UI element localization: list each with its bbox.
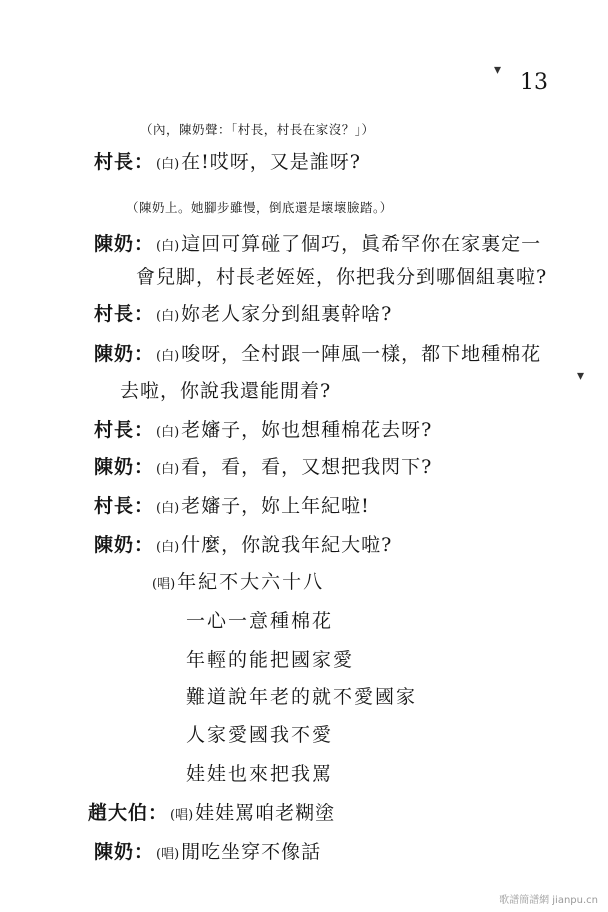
stage-direction: （陳奶上。她腳步雖慢，倒底還是壞壞臉踏。） — [126, 200, 393, 215]
speaker-name: 村長： — [94, 303, 155, 325]
dialogue-text: 什麼，你說我年紀大啦? — [181, 534, 393, 556]
speaker-name: 村長： — [94, 419, 155, 441]
page-number: 13 — [520, 70, 548, 95]
speaker-name: 陳奶： — [94, 343, 155, 365]
song-line: 人家愛國我不愛 — [186, 724, 334, 746]
speaker-name: 陳奶： — [94, 456, 155, 478]
song-line: 難道說年老的就不愛國家 — [186, 686, 418, 708]
dialogue-text: 閒吃坐穿不像話 — [181, 841, 322, 863]
dialogue-line — [94, 494, 370, 521]
dialogue-text: 老嬸子，妳也想種棉花去呀? — [181, 419, 433, 441]
watermark: 歌譜簡譜網 jianpu.cn — [499, 895, 598, 906]
delivery-mode: (白) — [156, 501, 180, 516]
song-line: 娃娃也來把我罵 — [186, 763, 334, 785]
dialogue-line — [94, 302, 392, 329]
tick-mark: ▾ — [577, 368, 585, 384]
dialogue-line — [94, 150, 361, 177]
dialogue-text: 在!哎呀，又是誰呀? — [181, 151, 361, 173]
stage-direction: （內，陳奶聲：「村長，村長在家沒？」） — [140, 122, 375, 137]
dialogue-text: 會兒脚，村長老姪姪，你把我分到哪個組裏啦? — [136, 266, 548, 288]
dialogue-text: 老嬸子，妳上年紀啦! — [181, 495, 370, 517]
delivery-mode: (白) — [156, 425, 180, 440]
tick-mark: ▾ — [494, 62, 502, 78]
dialogue-line — [94, 342, 541, 369]
speaker-name: 村長： — [94, 151, 155, 173]
dialogue-line — [88, 801, 335, 828]
dialogue-line — [120, 379, 331, 403]
delivery-mode: (白) — [156, 462, 180, 477]
song-text: 年紀不大六十八 — [177, 571, 325, 593]
dialogue-line — [94, 232, 541, 259]
delivery-mode: (白) — [156, 349, 180, 364]
dialogue-text: 去啦，你說我還能閒着? — [120, 380, 332, 402]
speaker-name: 陳奶： — [94, 233, 155, 255]
delivery-mode: (白) — [156, 540, 180, 555]
dialogue-line — [94, 533, 392, 560]
dialogue-text: 看，看，看，又想把我閃下? — [181, 456, 433, 478]
song-line: 年輕的能把國家愛 — [186, 649, 355, 671]
speaker-name: 村長： — [94, 495, 155, 517]
delivery-mode: (白) — [156, 157, 180, 172]
dialogue-line — [94, 840, 321, 867]
dialogue-text: 這回可算碰了個巧，眞希罕你在家裏定一 — [181, 233, 542, 255]
speaker-name: 陳奶： — [94, 534, 155, 556]
song-line: 一心一意種棉花 — [186, 610, 334, 632]
dialogue-text: 娃娃罵咱老糊塗 — [195, 802, 336, 824]
delivery-mode: (唱) — [152, 577, 176, 592]
delivery-mode: (白) — [156, 309, 180, 324]
dialogue-text: 妳老人家分到組裏幹啥? — [181, 303, 393, 325]
dialogue-text: 唆呀，全村跟一陣風一樣，都下地種棉花 — [181, 343, 542, 365]
dialogue-line — [136, 265, 547, 289]
delivery-mode: (唱) — [156, 847, 180, 862]
delivery-mode: (白) — [156, 239, 180, 254]
speaker-name: 陳奶： — [94, 841, 155, 863]
dialogue-line — [94, 418, 432, 445]
delivery-mode: (唱) — [170, 808, 194, 823]
song-line — [150, 570, 324, 597]
speaker-name: 趙大伯： — [88, 802, 169, 824]
dialogue-line — [94, 455, 432, 482]
